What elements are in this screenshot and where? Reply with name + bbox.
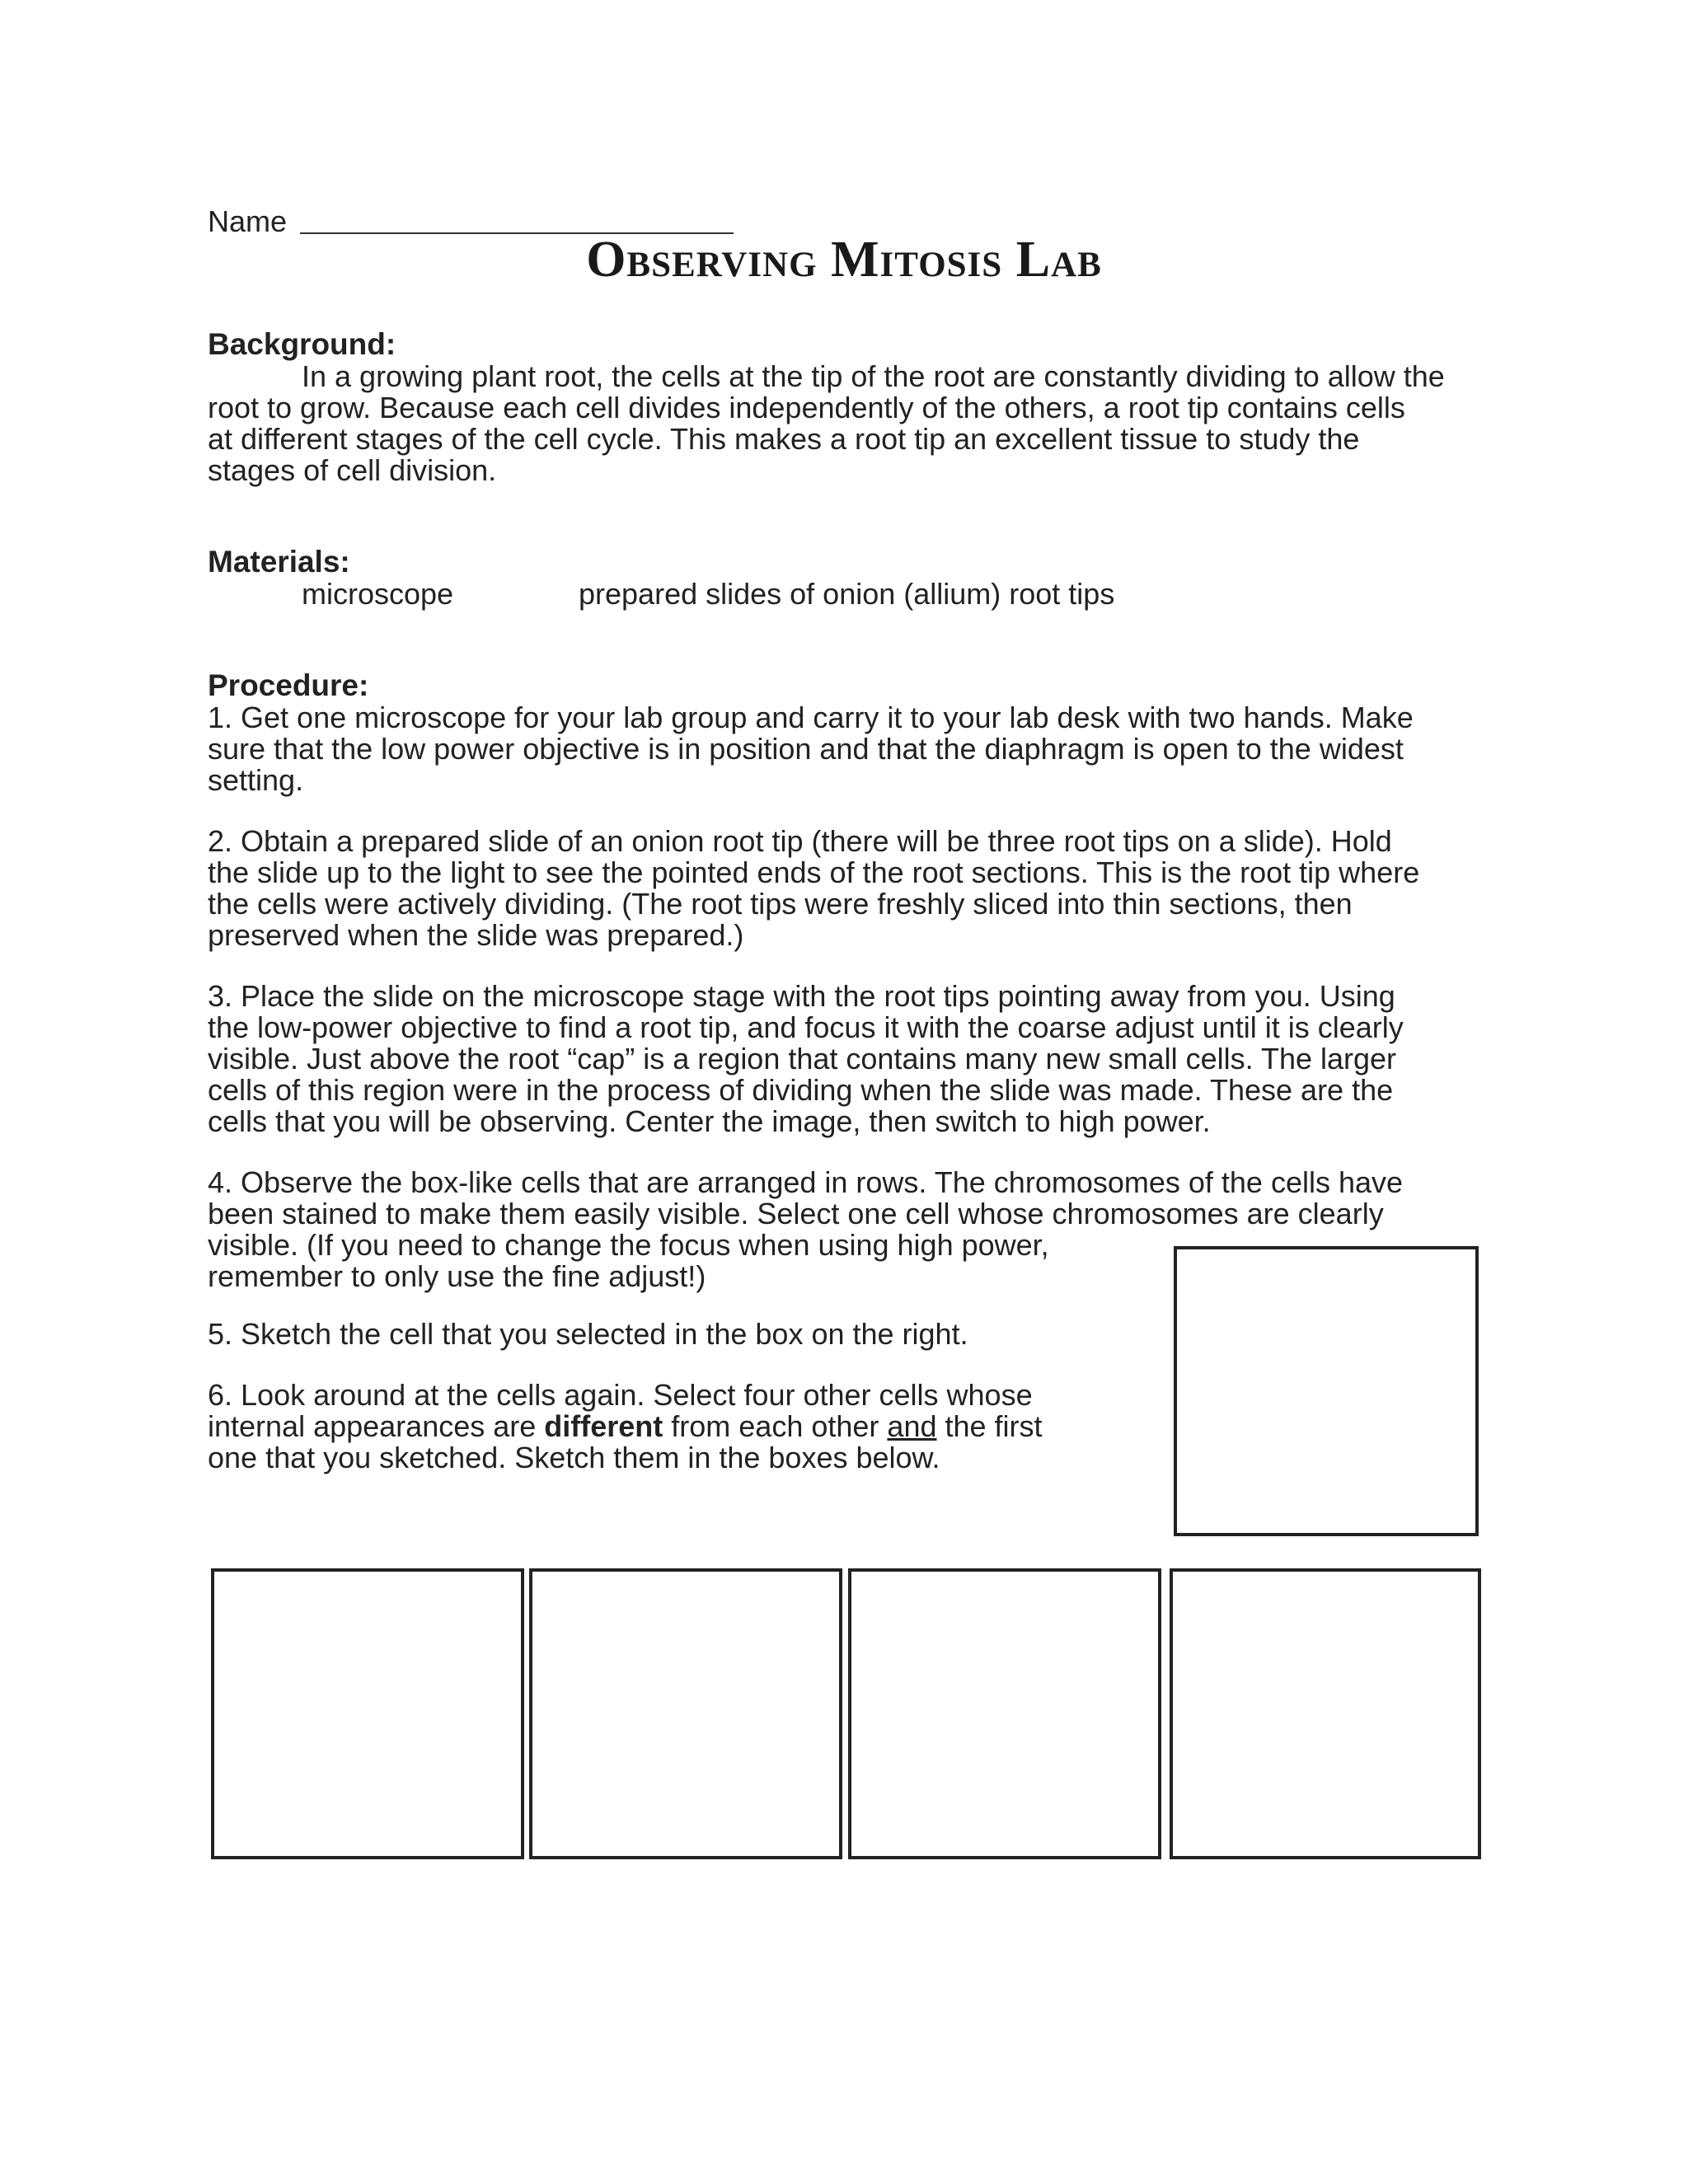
step6-text-b: from each other xyxy=(663,1409,888,1443)
step2-line-4: preserved when the slide was prepared.) xyxy=(208,918,744,952)
step6-line-2 xyxy=(208,1411,1043,1442)
step4-line-2: been stained to make them easily visible. Select one cell whose chromosomes are clearly xyxy=(208,1197,1384,1230)
sketch-box-1[interactable] xyxy=(211,1568,524,1859)
step4-line-3: visible. (If you need to change the focus when using high power, xyxy=(208,1228,1049,1262)
step1-line-2: sure that the low power objective is in position and that the diaphragm is open to the widest xyxy=(208,732,1404,766)
step1-line-3: setting. xyxy=(208,763,304,797)
step4-line-1: 4. Observe the box-like cells that are arranged in rows. The chromosomes of the cells have xyxy=(208,1165,1404,1199)
step4-line-4: remember to only use the fine adjust!) xyxy=(208,1259,706,1293)
step6-bold-different: different xyxy=(544,1409,663,1443)
step3-line-5: cells that you will be observing. Center the image, then switch to high power. xyxy=(208,1104,1211,1138)
step6-underline-and: and xyxy=(887,1409,937,1443)
background-line-2: root to grow. Because each cell divides independently of the others, a root tip contains cells xyxy=(208,391,1405,424)
step3-line-2: the low-power objective to find a root tip, and focus it with the coarse adjust until it is clearly xyxy=(208,1010,1404,1044)
materials-heading: Materials: xyxy=(208,545,350,579)
name-label: Name xyxy=(208,204,288,238)
background-line-3: at different stages of the cell cycle. This makes a root tip an excellent tissue to study the xyxy=(208,422,1360,456)
step2-line-2: the slide up to the light to see the pointed ends of the root sections. This is the root tip where xyxy=(208,855,1420,889)
background-line-1: In a growing plant root, the cells at the tip of the root are constantly dividing to allow the xyxy=(302,359,1445,393)
sketch-box-first-cell[interactable] xyxy=(1174,1246,1479,1536)
step2-line-3: the cells were actively dividing. (The root tips were freshly sliced into thin sections, then xyxy=(208,887,1353,921)
procedure-heading: Procedure: xyxy=(208,668,369,702)
step6-text-c: the first xyxy=(936,1409,1043,1443)
sketch-box-2[interactable] xyxy=(529,1568,842,1859)
step6-line-1: 6. Look around at the cells again. Select four other cells whose xyxy=(208,1378,1033,1412)
page-title: Observing Mitosis Lab xyxy=(586,232,1102,288)
background-heading: Background: xyxy=(208,327,396,361)
step5-line: 5. Sketch the cell that you selected in the box on the right. xyxy=(208,1317,968,1351)
step1-line-1: 1. Get one microscope for your lab group and carry it to your lab desk with two hands. Make xyxy=(208,701,1414,734)
step2-line-1: 2. Obtain a prepared slide of an onion root tip (there will be three root tips on a slide). Hold xyxy=(208,824,1392,858)
material-microscope: microscope xyxy=(302,577,454,611)
sketch-box-4[interactable] xyxy=(1170,1568,1481,1859)
step6-text-a: internal appearances are xyxy=(208,1409,545,1443)
background-line-4: stages of cell division. xyxy=(208,453,497,487)
step3-line-1: 3. Place the slide on the microscope stage with the root tips pointing away from you. Using xyxy=(208,979,1395,1013)
step3-line-4: cells of this region were in the process of dividing when the slide was made. These are the xyxy=(208,1073,1394,1107)
material-slides: prepared slides of onion (allium) root tips xyxy=(579,577,1115,611)
sketch-box-3[interactable] xyxy=(848,1568,1161,1859)
step6-line-3: one that you sketched. Sketch them in the boxes below. xyxy=(208,1441,940,1474)
step3-line-3: visible. Just above the root “cap” is a region that contains many new small cells. The larger xyxy=(208,1042,1397,1076)
